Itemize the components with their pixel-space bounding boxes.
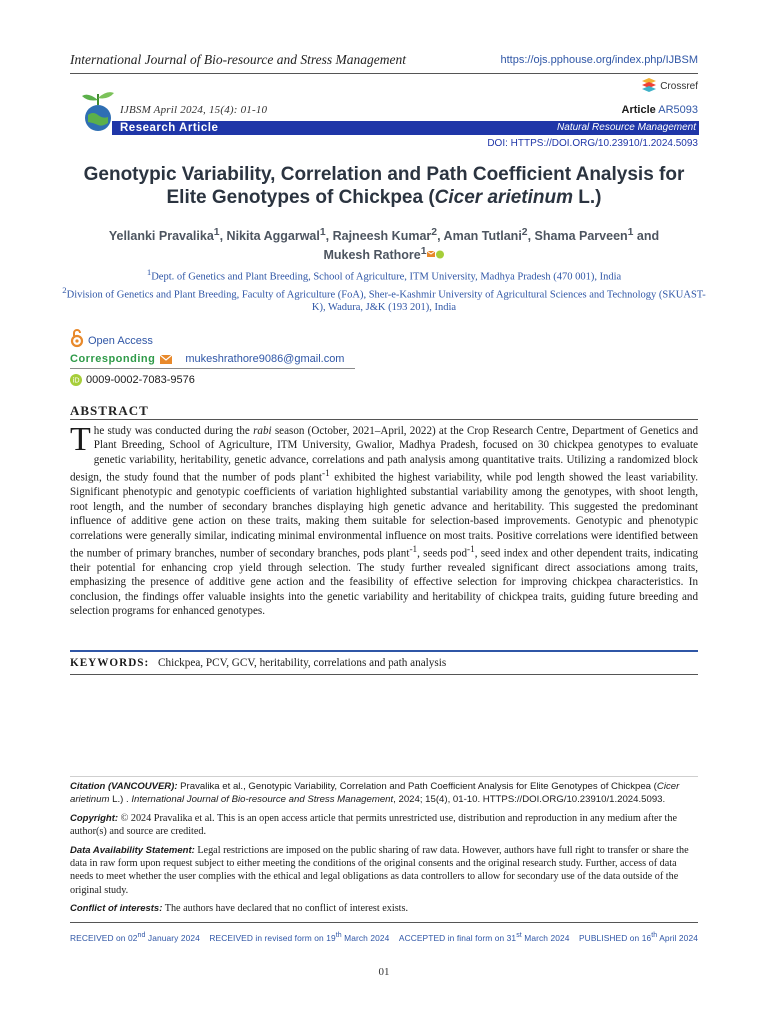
received-date: RECEIVED on 02nd January 2024 (70, 932, 200, 943)
crossref-icon (642, 78, 656, 94)
affiliation-2: $^2$Division of Genetics and Plant Breeding, Faculty of Agriculture (FoA), Sher-e-Kashmir University of Agricultural Sciences and Technology (SKUAST-K), Wadura, J&K (193 201), India (62, 284, 706, 313)
orcid-id-link[interactable]: 0009-0002-7083-9576 (86, 374, 195, 386)
article-type: Research Article (120, 122, 219, 134)
author: Yellanki Pravalika (108, 229, 214, 244)
crossref-label: Crossref (660, 80, 698, 92)
affiliation-1: $^1$Dept. of Genetics and Plant Breeding, School of Agriculture, ITM University, Madhya Pradesh (470 001), India (146, 267, 622, 283)
author: Mukesh Rathore (323, 248, 421, 263)
orcid-icon (70, 374, 82, 386)
abstract-divider (70, 419, 698, 420)
open-access-label: Open Access (88, 335, 153, 347)
author: Rajneesh Kumar (332, 229, 432, 244)
title-line-2: Elite Genotypes of Chickpea (Cicer arietinum L.) (166, 187, 602, 208)
copyright-note: Copyright: © 2024 Pravalika et al. This is an open access article that permits unrestricted use, distribution and reproduction in any medium after the author(s) and source are credited. (70, 812, 677, 838)
keywords (70, 657, 446, 669)
article-label: Article (621, 104, 656, 116)
title-line-1: Genotypic Variability, Correlation and Path Coefficient Analysis for (83, 164, 685, 185)
accepted-date: ACCEPTED in final form on 31st March 2024 (398, 932, 570, 943)
keywords-label: KEYWORDS: (70, 657, 150, 669)
issue-citation: IJBSM April 2024, 15(4): 01-10 (120, 104, 268, 116)
article-notes (70, 780, 698, 921)
crossref-badge[interactable] (642, 78, 698, 94)
journal-url-link[interactable]: https://ojs.pphouse.org/index.php/IJBSM (500, 54, 698, 66)
header-divider (70, 73, 698, 74)
species-name: Cicer arietinum (434, 187, 573, 208)
corresponding-label: Corresponding (70, 353, 156, 365)
keywords-text: Chickpea, PCV, GCV, heritability, correlations and path analysis (158, 657, 447, 669)
author: Shama Parveen (534, 229, 628, 244)
drop-cap: T (70, 421, 91, 458)
notes-divider (70, 776, 698, 777)
keywords-divider (70, 674, 698, 675)
email-icon (160, 355, 172, 364)
article-id (622, 104, 698, 116)
revised-date: RECEIVED in revised form on 19th March 2024 (209, 932, 390, 943)
abstract-end-divider (70, 650, 698, 652)
author: Nikita Aggarwal (226, 229, 320, 244)
svg-text:iD: iD (72, 376, 80, 385)
open-access-icon (70, 328, 84, 348)
corresponding-email-link[interactable]: mukeshrathore9086@gmail.com (185, 353, 345, 365)
paper-title (60, 163, 708, 209)
email-orcid-icon[interactable] (427, 250, 445, 259)
page-number: 01 (378, 966, 390, 978)
citation-note: Citation (VANCOUVER): Pravalika et al., Genotypic Variability, Correlation and Path Coefficient Analysis for Elite Genotypes of Chickpea (Cicer arietinum L.) . International Journal of Bio-resource and Stress Management, 2024; 15(4), 01-10. HTTPS://DOI.ORG/10.23910/1.2024.5093. (70, 781, 680, 806)
conflict-note: Conflict of interests: The authors have declared that no conflict of interest exists. (70, 903, 409, 915)
orcid (70, 374, 195, 386)
doi-link[interactable]: DOI: HTTPS://DOI.ORG/10.23910/1.2024.5093 (487, 138, 698, 149)
author: Aman Tutlani (443, 229, 522, 244)
author-list: Yellanki Pravalika$^1$, Nikita Aggarwal$^1$, Rajneesh Kumar$^2$, Aman Tutlani$^2$, Shama Parveen$^1$ and Mukesh Rathore$^1$ (108, 227, 660, 263)
data-availability-note: Data Availability Statement: Legal restrictions are imposed on the public sharing of raw data. However, authors have full right to transfer or share the data in raw form upon request subject to either meeting the conditions of the original consents and the original research study. Further, access of data needs to meet whether the user complies with the ethical and legal obligations as data controllers to allow for secondary use of the data outside of the original study. (70, 844, 689, 896)
corresponding-author (70, 353, 344, 365)
article-number[interactable]: AR5093 (658, 104, 698, 116)
open-access (70, 328, 153, 348)
journal-name: International Journal of Bio-resource and Stress Management (70, 52, 406, 67)
published-date: PUBLISHED on 16th April 2024 (578, 932, 698, 943)
abstract-heading: ABSTRACT (70, 403, 149, 418)
article-dates (70, 932, 698, 943)
dates-divider (70, 922, 698, 923)
article-section: Natural Resource Management (557, 122, 696, 133)
corresponding-divider (70, 368, 355, 369)
abstract-text: The study was conducted during the rabi season (October, 2021–April, 2022) at the Crop Research Centre, Department of Genetics and Plant Breeding, School of Agriculture, ITM University, Gwalior, Madhya Pradesh, focused on 30 chickpea genotypes to evaluate genetic variability, heritability, genetic advance, correlations and path analysis among quantitative traits. Utilizing a randomized block design, the study found that the number of pods plant$^{-1}$ exhibited the highest variability, while pod length showed the least variability. Significant phenotypic and genotypic coefficients of variation highlighted substantial variability among the genotypes, with shoot length, root length, and the number of secondary branches displaying high genetic advance and heritability. This suggested the predominant influence of additive gene action on these traits, making them suitable for selection-based improvements. Genotypic and phenotypic correlations were generally similar, indicating minimal environmental influence on most traits. Positive correlations were identified between the number of primary branches, number of secondary branches, pods plant$^{-1}$, seeds pod$^{-1}$, seed index and other dependent traits, indicating their potential for enhancing crop yield through selection. The study further revealed significant direct associations among traits, emphasizing the presence of additive gene action and the feasibility of effective selection for improving chickpea characteristics. In conclusion, the findings offer valuable insights into the genetic variability and heritability of chickpea traits, guiding future breeding and selection programs for enhanced genotypes. (70, 421, 699, 618)
affiliations (60, 266, 708, 314)
